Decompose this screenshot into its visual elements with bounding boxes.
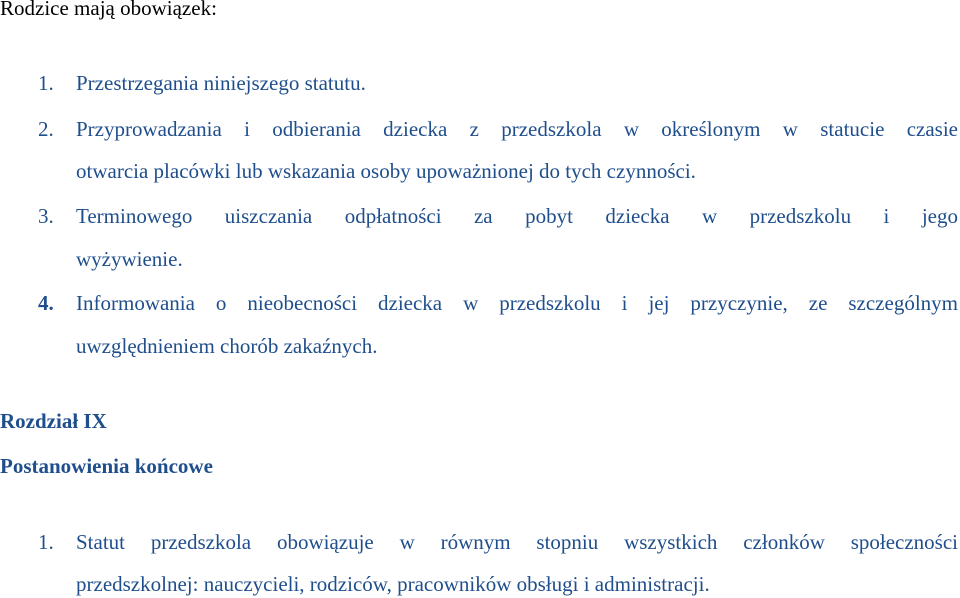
chapter-subheading: Postanowienia końcowe xyxy=(0,454,213,478)
item-3-line-1: Terminowego uiszczania odpłatności za pobyt dziecka w przedszkolu i jego xyxy=(76,204,958,228)
chapter-heading: Rozdział IX xyxy=(0,409,107,433)
item-4-line-1: Informowania o nieobecności dziecka w przedszkolu i jej przyczynie, ze szczególnym xyxy=(76,291,958,315)
item-3-number: 3. xyxy=(38,204,54,228)
item-3-line-2: wyżywienie. xyxy=(76,247,183,271)
item-1-number: 1. xyxy=(38,71,54,95)
item-4-line-2: uwzględnieniem chorób zakaźnych. xyxy=(76,334,378,358)
final-item-1-line-1: Statut przedszkola obowiązuje w równym stopniu wszystkich członków społeczności xyxy=(76,530,958,554)
intro-text: Rodzice mają obowiązek: xyxy=(0,0,217,20)
item-1-line-1: Przestrzegania niniejszego statutu. xyxy=(76,71,366,95)
item-2-line-2: otwarcia placówki lub wskazania osoby upoważnionej do tych czynności. xyxy=(76,159,696,183)
item-2-line-1: Przyprowadzania i odbierania dziecka z przedszkola w określonym w statucie czasie xyxy=(76,117,958,141)
item-4-number: 4. xyxy=(38,291,54,315)
final-item-1-line-2: przedszkolnej: nauczycieli, rodziców, pracowników obsługi i administracji. xyxy=(76,572,710,596)
final-item-1-number: 1. xyxy=(38,530,54,554)
item-2-number: 2. xyxy=(38,117,54,141)
